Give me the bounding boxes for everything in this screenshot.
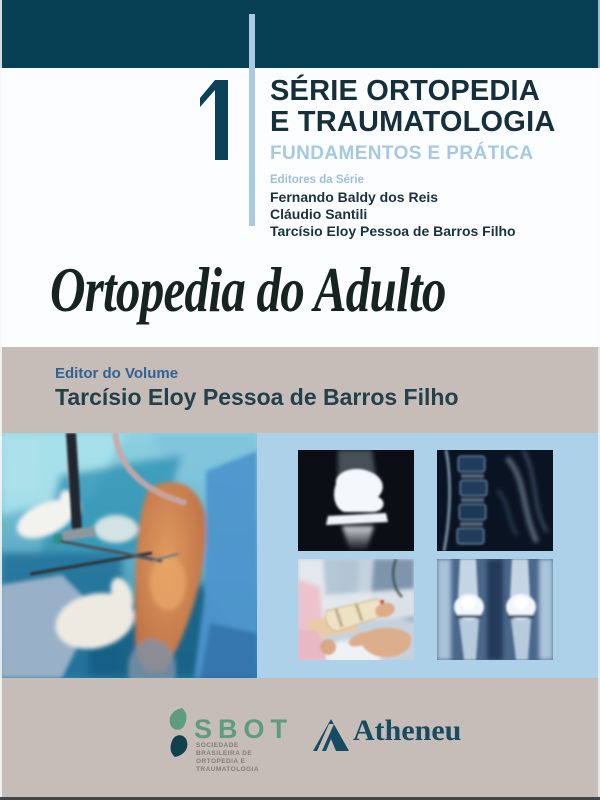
sbot-subtitle-line2: ORTOPEDIA E TRAUMATOLOGIA bbox=[196, 758, 260, 773]
surgery-photo bbox=[0, 433, 257, 678]
series-header bbox=[270, 76, 555, 240]
series-title-line1: SÉRIE ORTOPEDIA bbox=[270, 75, 540, 107]
book-title-text: Ortopedia do Adulto bbox=[50, 255, 446, 325]
wrist-splint-photo bbox=[298, 559, 414, 660]
sbot-drop-icon bbox=[166, 708, 190, 763]
atheneu-triangle-icon bbox=[313, 719, 349, 756]
series-editor-name: Fernando Baldy dos Reis bbox=[270, 189, 439, 205]
numeral-one-icon bbox=[199, 80, 229, 160]
wrist-splint-art bbox=[298, 559, 414, 660]
knees-xray-photo bbox=[437, 559, 553, 660]
series-number-figure bbox=[199, 80, 229, 160]
series-editor-name: Tarcísio Eloy Pessoa de Barros Filho bbox=[270, 223, 516, 239]
series-editors-list bbox=[270, 189, 555, 240]
publisher-band bbox=[0, 678, 600, 800]
atheneu-wordmark: Atheneu bbox=[353, 714, 462, 747]
knee-prosthesis-xray-art bbox=[298, 450, 414, 551]
sbot-subtitle bbox=[196, 742, 282, 774]
top-color-band bbox=[0, 0, 600, 68]
surgery-photo-art bbox=[0, 433, 257, 678]
series-editors-label: Editores da Série bbox=[270, 174, 364, 186]
volume-editor-name: Tarcísio Eloy Pessoa de Barros Filho bbox=[55, 384, 459, 410]
volume-editor-band bbox=[0, 347, 600, 433]
spine-mri-photo bbox=[437, 450, 553, 551]
photo-strip bbox=[0, 433, 600, 678]
volume-editor-label: Editor do Volume bbox=[55, 365, 179, 382]
vertical-accent-line bbox=[249, 14, 255, 226]
series-title-line2: E TRAUMATOLOGIA bbox=[270, 106, 556, 138]
left-page-edge bbox=[0, 0, 2, 800]
sbot-wordmark: SBOT bbox=[194, 714, 294, 744]
knees-xray-art bbox=[437, 559, 553, 660]
sbot-subtitle-line1: SOCIEDADE BRASILEIRA DE bbox=[196, 742, 253, 757]
series-editor-name: Cláudio Santili bbox=[270, 206, 368, 222]
book-title bbox=[50, 250, 557, 330]
series-subtitle: FUNDAMENTOS E PRÁTICA bbox=[270, 143, 534, 164]
knee-prosthesis-xray-photo bbox=[298, 450, 414, 551]
spine-mri-art bbox=[437, 450, 553, 551]
thumbnail-panel bbox=[257, 433, 600, 678]
